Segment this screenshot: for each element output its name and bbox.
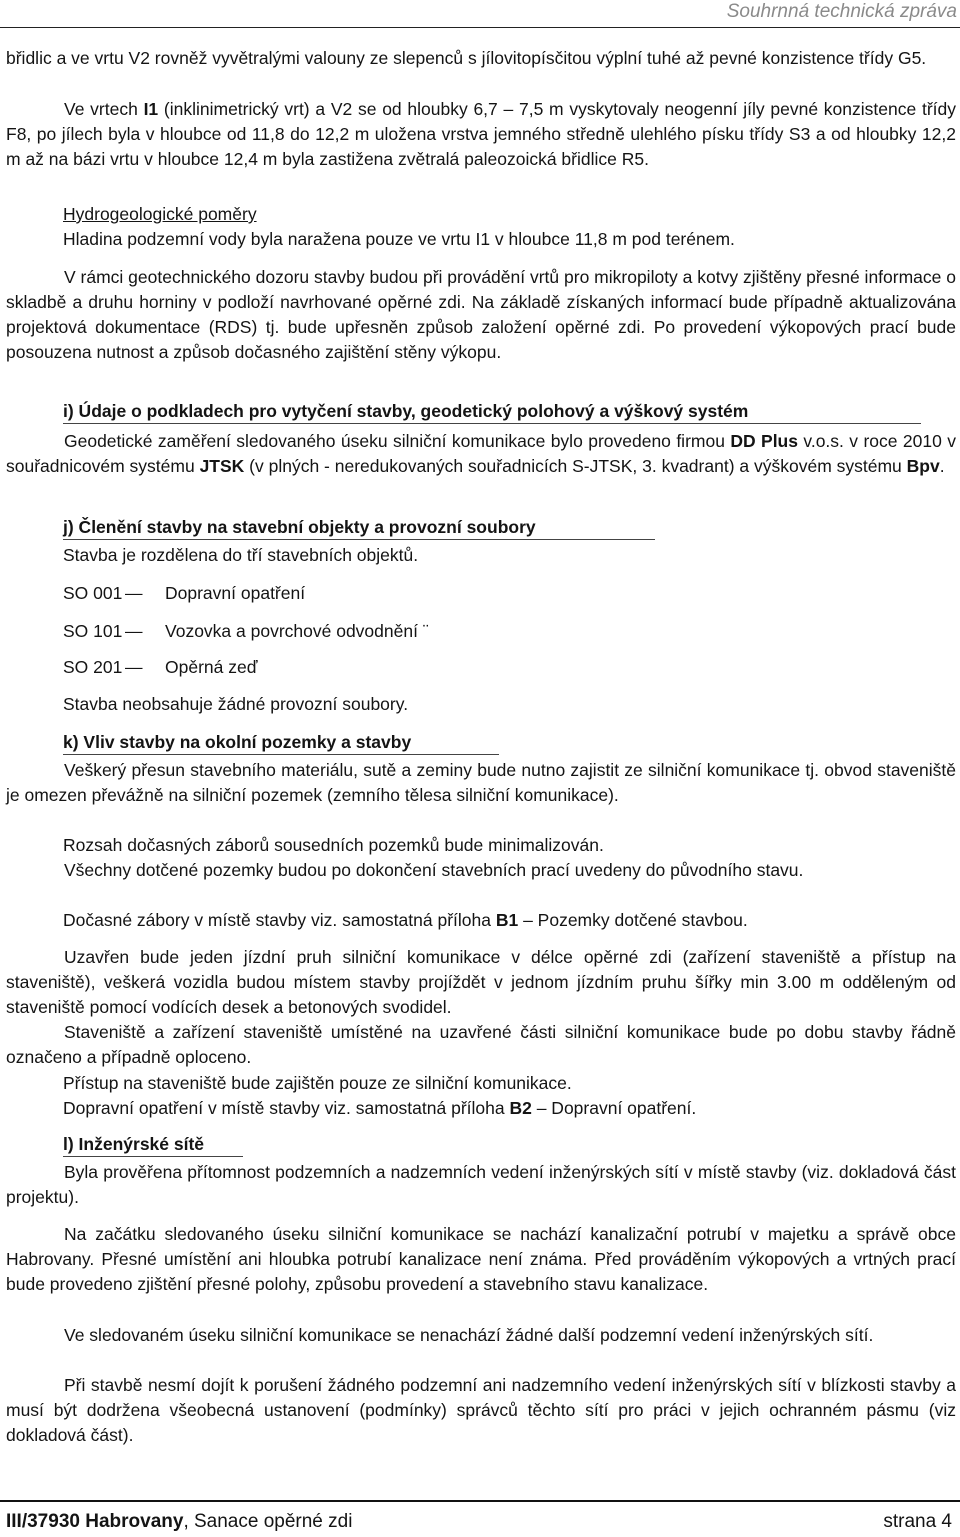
- page-header-title: Souhrnná technická zpráva: [726, 1, 957, 22]
- text-run: Geodetické zaměření sledovaného úseku silniční komunikace bylo provedeno firmou: [64, 431, 731, 451]
- intro-paragraph-3: V rámci geotechnického dozoru stavby budou při provádění vrtů pro mikropiloty a kotvy zjištěny přesné informace o skladbě a druhu horniny v podloží navrhované opěrné zdi. Na základě získaných informací bude případně aktualizována projektová dokumentace (RDS) tj. bude upřesněn způsob založení opěrné zdi. Po provedení výkopových prací bude posouzena nutnost a způsob dočasného zajištění stěny výkopu.: [6, 267, 956, 362]
- bold-run: Bpv: [906, 456, 940, 476]
- text-run: Dočasné zábory v místě stavby viz. samostatná příloha: [63, 910, 496, 930]
- section-l-paragraph-3: Ve sledovaném úseku silniční komunikace se nenachází žádné další podzemní vedení inženýrských sítí.: [64, 1325, 874, 1345]
- text-run: Ve vrtech: [64, 99, 144, 119]
- section-k-paragraph-4: [63, 908, 953, 933]
- hydro-text: Hladina podzemní vody byla naražena pouze ve vrtu I1 v hloubce 11,8 m pod terénem.: [63, 229, 735, 249]
- text-run: (v plných - neredukovaných souřadnicích S-JTSK, 3. kvadrant) a výškovém systému: [244, 456, 907, 476]
- so-number: 101: [93, 621, 123, 641]
- so-name: Opěrná zeď: [165, 657, 258, 677]
- section-k-paragraph-8: [63, 1096, 953, 1121]
- hydro-heading-text: Hydrogeologické poměry: [63, 204, 257, 224]
- bold-run: B2: [509, 1098, 532, 1118]
- hydro-heading: [63, 202, 953, 227]
- section-l-heading-underline: [63, 1156, 243, 1157]
- so-dash: —: [125, 621, 143, 641]
- section-k-paragraph-3: Všechny dotčené pozemky budou po dokončení stavebních prací uvedeny do původního stavu.: [64, 860, 804, 880]
- header-rule: [0, 27, 960, 28]
- section-l-paragraph-1: Byla prověřena přítomnost podzemních a nadzemních vedení inženýrských sítí v místě stavby (viz. dokladová část projektu).: [6, 1162, 956, 1207]
- so-name: Vozovka a povrchové odvodnění ¨: [165, 621, 429, 641]
- so-prefix: SO: [63, 583, 89, 603]
- so-prefix: SO: [63, 621, 89, 641]
- section-j-heading-underline: [63, 539, 655, 540]
- section-k-paragraph-7: Přístup na staveniště bude zajištěn pouze ze silniční komunikace.: [63, 1073, 572, 1093]
- bold-run: I1: [143, 99, 159, 119]
- footer-project-code: III/37930 Habrovany: [6, 1511, 184, 1532]
- section-k-paragraph-6: Staveniště a zařízení staveniště umístěné na uzavřené části silniční komunikace bude po dobu stavby řádně označeno a případně oploceno.: [6, 1022, 956, 1067]
- footer-project: [6, 1509, 352, 1535]
- section-k-paragraph-2: Rozsah dočasných záborů sousedních pozemků bude minimalizován.: [63, 835, 604, 855]
- section-k-paragraph-1: Veškerý přesun stavebního materiálu, sutě a zeminy bude nutno zajistit ze silniční komunikace tj. obvod staveniště je omezen převážně na silniční pozemek (zemního tělesa silniční komunikace).: [6, 760, 956, 805]
- footer-project-name: , Sanace opěrné zdi: [183, 1511, 353, 1532]
- footer-page-number: strana 4: [883, 1511, 952, 1532]
- section-i-paragraph: [6, 429, 956, 479]
- so-dash: —: [125, 657, 143, 677]
- section-j-intro: Stavba je rozdělena do tří stavebních objektů.: [63, 545, 419, 565]
- bold-run: B1: [495, 910, 519, 930]
- building-object-so201: [63, 655, 257, 680]
- section-i-heading: i) Údaje o podkladech pro vytyčení stavby, geodetický polohový a výškový systém: [63, 401, 749, 421]
- intro-paragraph-2: [6, 97, 956, 172]
- footer-rule: [0, 1500, 960, 1502]
- so-number: 001: [93, 583, 123, 603]
- bold-run: DD Plus: [730, 431, 798, 451]
- intro-paragraph-1: břidlic a ve vrtu V2 rovněž vyvětralými valouny ze slepenců s jílovitopísčitou výplní tuhé až pevné konzistence třídy G5.: [6, 48, 927, 68]
- text-run: – Pozemky dotčené stavbou.: [518, 910, 748, 930]
- so-prefix: SO: [63, 657, 89, 677]
- section-j-outro: Stavba neobsahuje žádné provozní soubory.: [63, 694, 409, 714]
- text-run: .: [939, 456, 945, 476]
- section-l-heading: l) Inženýrské sítě: [63, 1134, 205, 1154]
- text-run: (inklinimetrický vrt) a V2 se od hloubky 6,7 – 7,5 m vyskytovaly neogenní jíly pevné konzistence třídy F8, po jílech byla v hloubce od 11,8 do 12,2 m uložena vrstva jemného středně ulehlého písku třídy S3 a od hloubky 12,2 m až na bázi vrtu v hloubce 12,4 m byla zastižena zvětralá paleozoická břidlice R5.: [6, 99, 956, 169]
- building-object-so101: [63, 619, 429, 644]
- section-l-paragraph-2: Na začátku sledovaného úseku silniční komunikace se nachází kanalizační potrubí v majetku a správě obce Habrovany. Přesné umístění ani hloubka potrubí kanalizace není známa. Před prováděním výkopových a vrtných prací bude provedeno zjištění přesné polohy, způsobu provedení a stavebního stavu kanalizace.: [6, 1224, 956, 1294]
- building-object-so001: [63, 581, 305, 606]
- section-l-paragraph-4: Při stavbě nesmí dojít k porušení žádného podzemní ani nadzemního vedení inženýrských sítí v blízkosti stavby a musí být dodržena všeobecná ustanovení (podmínky) správců těchto sítí pro práci v jejich ochranném pásmu (viz dokladová část).: [6, 1375, 956, 1445]
- text-run: v.o.s. v roce 2010 v souřadnicovém systému: [6, 431, 956, 476]
- so-number: 201: [93, 657, 123, 677]
- text-run: Dopravní opatření v místě stavby viz. samostatná příloha: [63, 1098, 510, 1118]
- section-k-paragraph-5: Uzavřen bude jeden jízdní pruh silniční komunikace v délce opěrné zdi (zařízení staveniště a přístup na staveniště), veškerá vozidla budou místem stavby projíždět v jednom jízdním pruhu šířky min 3.00 m odděleným od staveniště pomocí vodících desek a betonových svodidel.: [6, 947, 956, 1017]
- section-j-heading: j) Členění stavby na stavební objekty a provozní soubory: [63, 517, 536, 537]
- text-run: – Dopravní opatření.: [531, 1098, 697, 1118]
- section-k-heading: k) Vliv stavby na okolní pozemky a stavby: [63, 732, 412, 752]
- so-dash: —: [125, 583, 143, 603]
- section-i-heading-underline: [63, 423, 921, 424]
- section-k-heading-underline: [63, 754, 499, 755]
- so-name: Dopravní opatření: [165, 583, 306, 603]
- bold-run: JTSK: [199, 456, 245, 476]
